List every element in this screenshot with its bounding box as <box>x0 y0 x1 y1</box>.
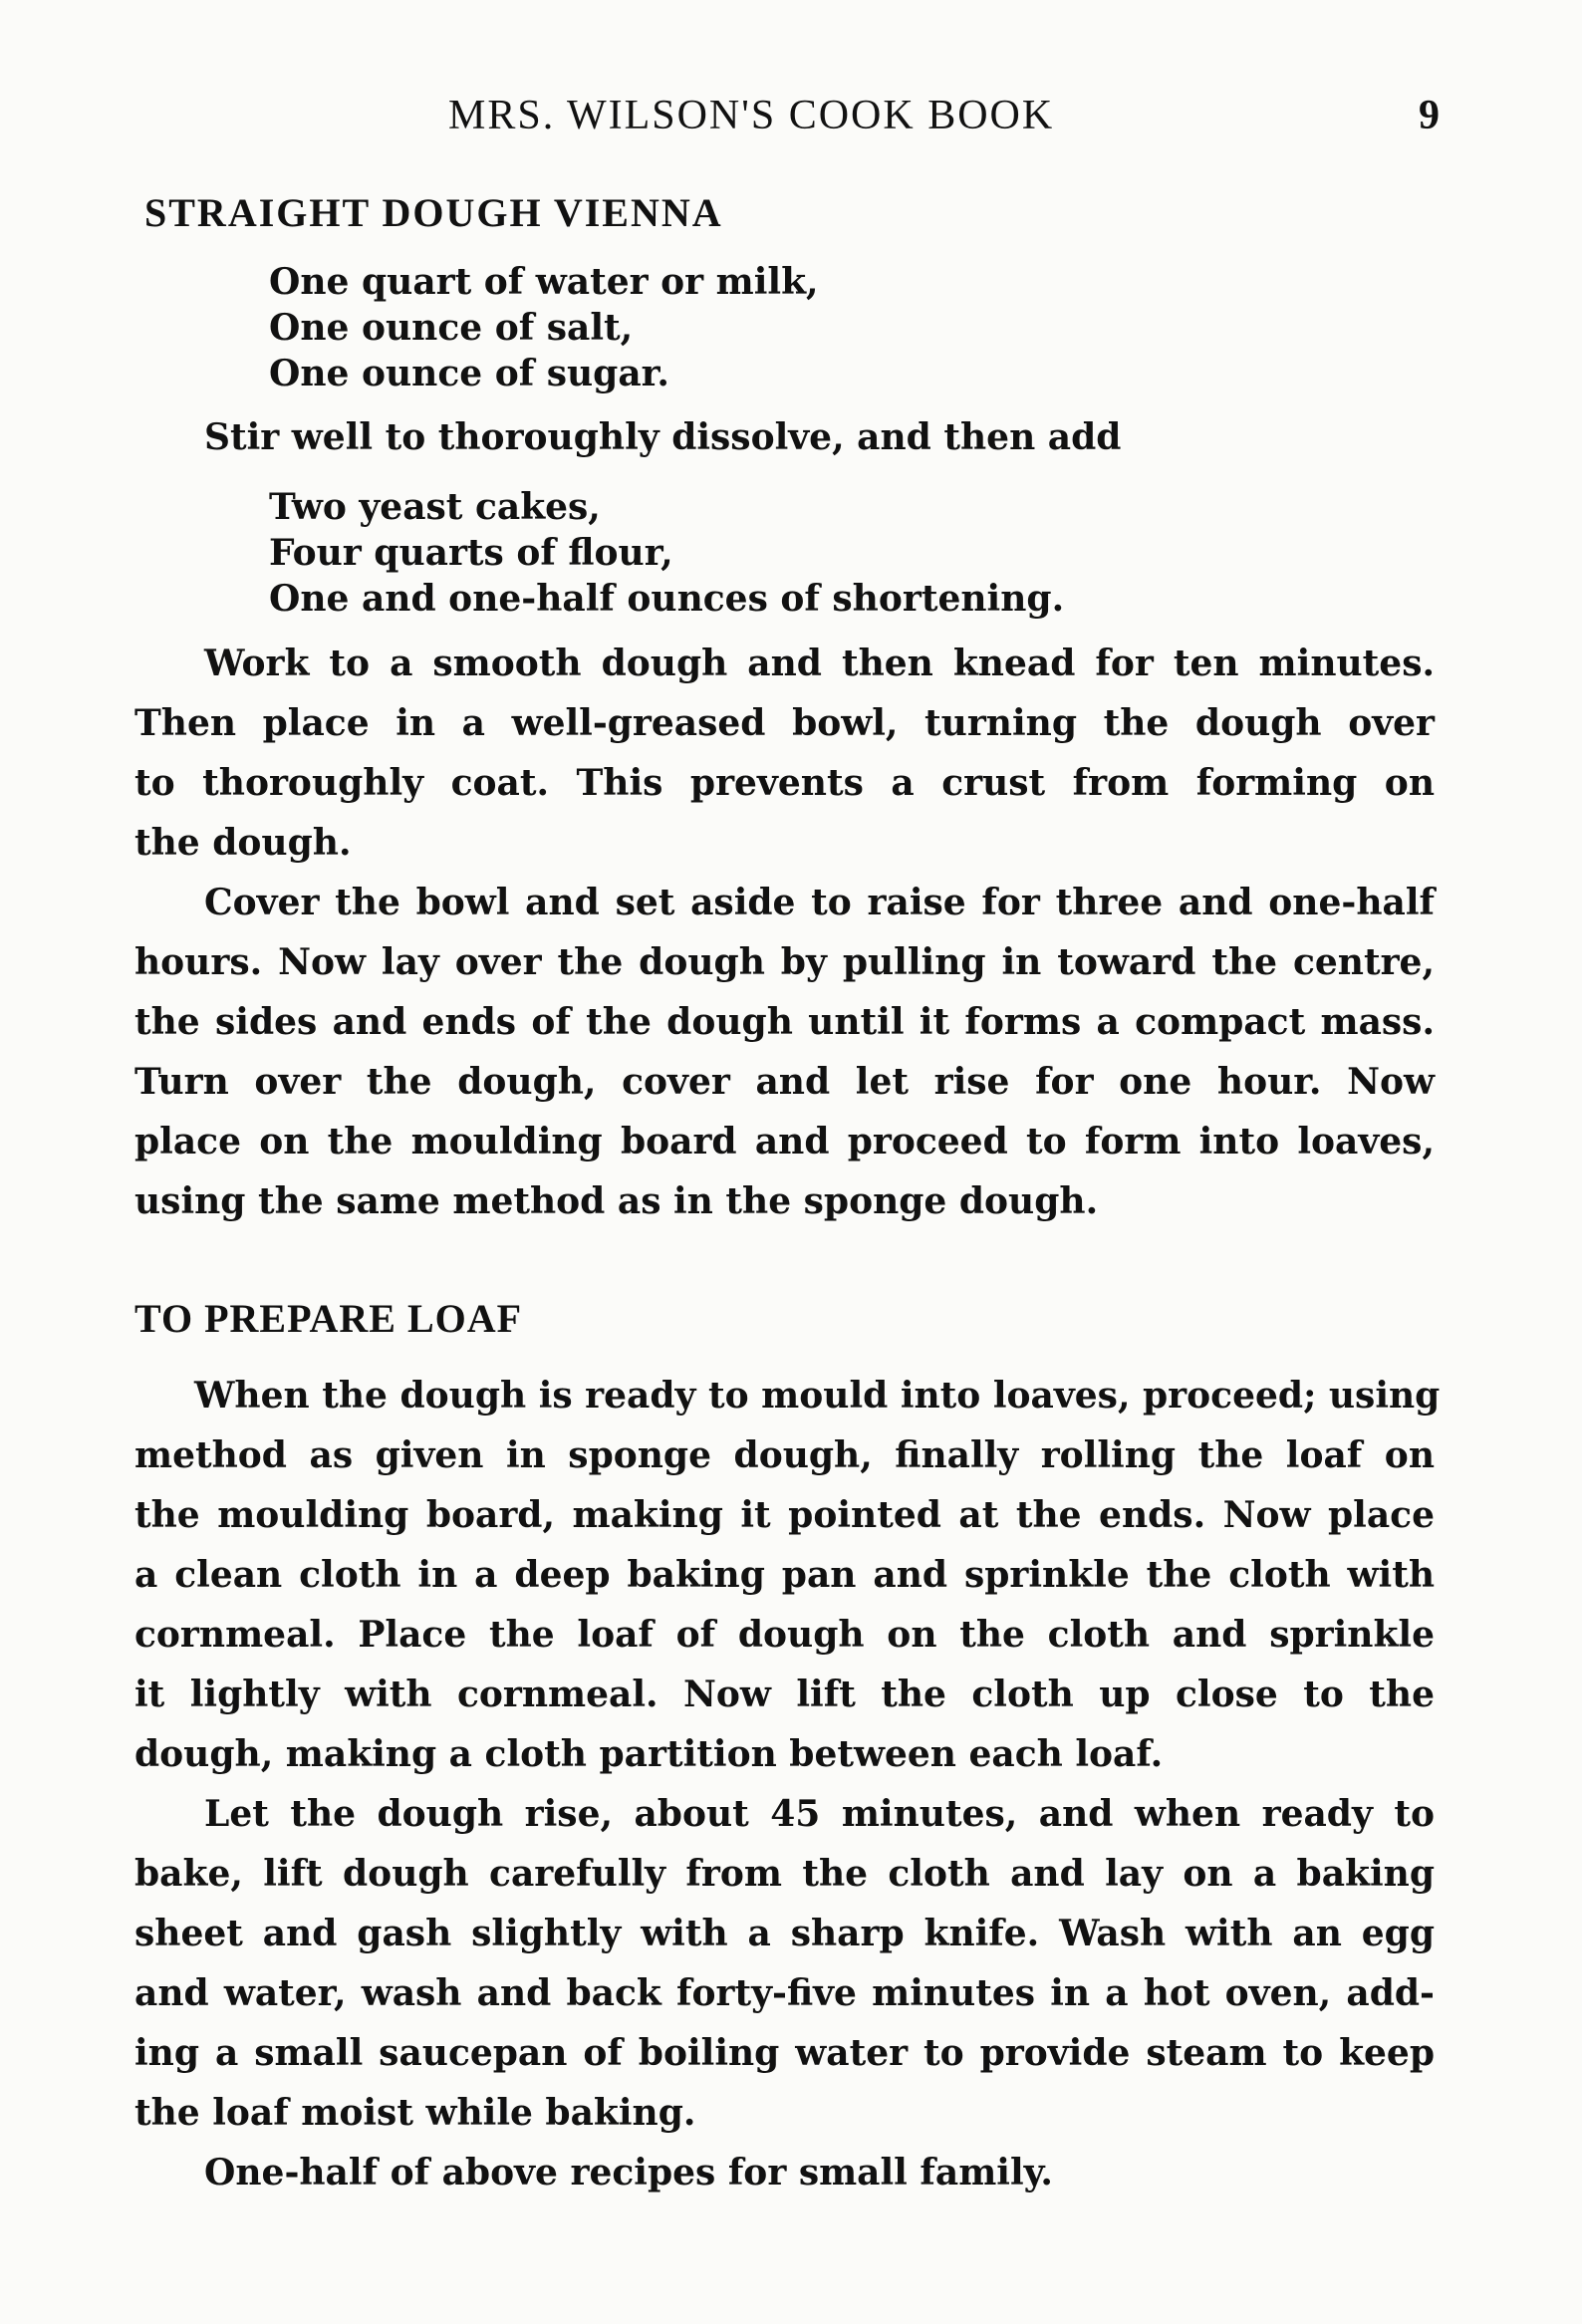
page-number: 9 <box>1419 93 1440 138</box>
paragraph-line: dough, making a cloth partition between each loaf. <box>134 1733 1164 1775</box>
instruction-line: Stir well to thoroughly dissolve, and then add <box>204 416 1122 458</box>
paragraph-line: bake, lift dough carefully from the cloth and lay on a baking <box>134 1853 1435 1895</box>
paragraph-line: ing a small saucepan of boiling water to provide steam to keep <box>134 2032 1435 2074</box>
paragraph-line: Then place in a well-greased bowl, turning the dough over <box>134 702 1435 744</box>
paragraph-line: the dough. <box>134 822 352 864</box>
ingredient-line: One and one-half ounces of shortening. <box>269 578 1065 620</box>
paragraph-line: the loaf moist while baking. <box>134 2092 696 2134</box>
paragraph-line: the sides and ends of the dough until it forms a compact mass. <box>134 1001 1435 1043</box>
closing-note: One-half of above recipes for small family. <box>204 2152 1053 2194</box>
paragraph-line: cornmeal. Place the loaf of dough on the cloth and sprinkle <box>134 1614 1435 1656</box>
paragraph-line: and water, wash and back forty-five minutes in a hot oven, add- <box>134 1972 1435 2014</box>
ingredient-line: Two yeast cakes, <box>269 486 601 528</box>
ingredient-line: One ounce of sugar. <box>269 353 669 394</box>
paragraph-line: Cover the bowl and set aside to raise for three and one-half <box>204 882 1435 923</box>
paragraph-line: sheet and gash slightly with a sharp knife. Wash with an egg <box>134 1913 1435 1954</box>
paragraph-line: the moulding board, making it pointed at the ends. Now place <box>134 1494 1435 1536</box>
section-title-to-prepare-loaf: TO PREPARE LOAF <box>134 1296 523 1341</box>
paragraph-line: Work to a smooth dough and then knead for ten minutes. <box>204 643 1435 684</box>
paragraph-line: using the same method as in the sponge dough. <box>134 1180 1099 1222</box>
paragraph-line: place on the moulding board and proceed to form into loaves, <box>134 1121 1435 1162</box>
ingredient-line: Four quarts of flour, <box>269 532 673 574</box>
paragraph-line: Let the dough rise, about 45 minutes, and when ready to <box>204 1793 1435 1835</box>
section-title-straight-dough-vienna: STRAIGHT DOUGH VIENNA <box>144 190 723 235</box>
ingredient-line: One quart of water or milk, <box>269 261 819 303</box>
paragraph-line: method as given in sponge dough, finally rolling the loaf on <box>134 1434 1435 1476</box>
paragraph-line: it lightly with cornmeal. Now lift the cloth up close to the <box>134 1674 1435 1715</box>
paragraph-line: Turn over the dough, cover and let rise for one hour. Now <box>134 1061 1435 1103</box>
running-title: MRS. WILSON'S COOK BOOK <box>448 93 1055 138</box>
ingredient-line: One ounce of salt, <box>269 307 634 349</box>
paragraph-line: to thoroughly coat. This prevents a crust from forming on <box>134 762 1435 804</box>
paragraph-line: a clean cloth in a deep baking pan and sprinkle the cloth with <box>134 1554 1435 1596</box>
paragraph-line: hours. Now lay over the dough by pulling in toward the centre, <box>134 941 1435 983</box>
paragraph-line: When the dough is ready to mould into loaves, proceed; using <box>194 1375 1441 1417</box>
